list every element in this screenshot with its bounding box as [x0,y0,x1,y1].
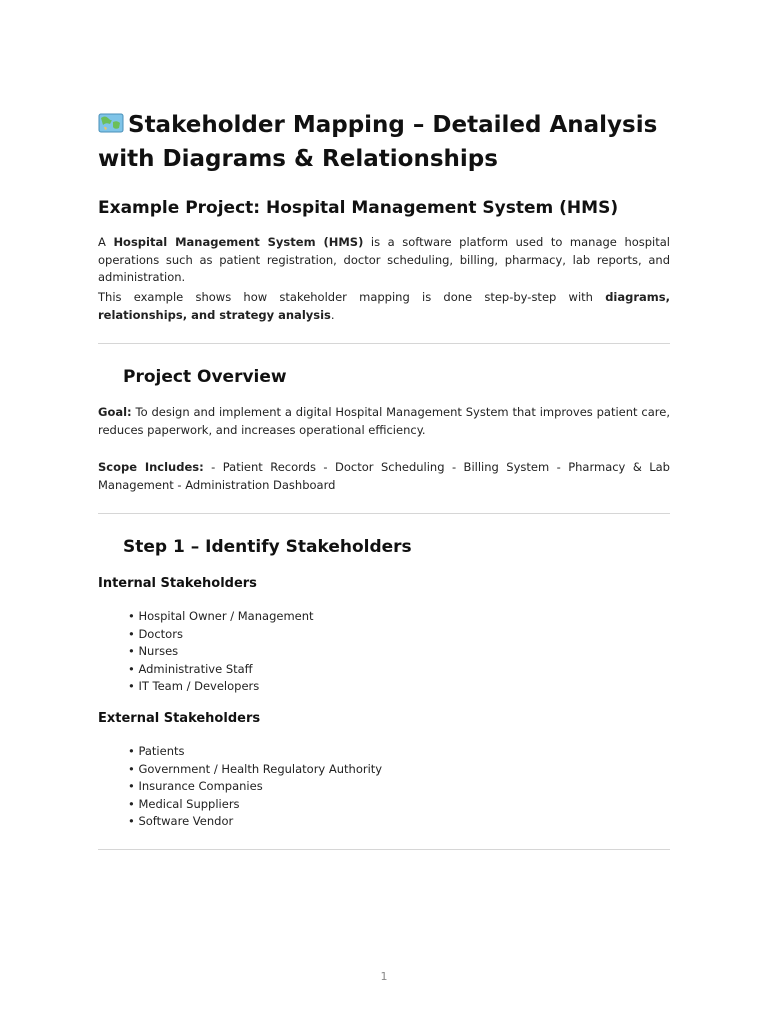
external-stakeholders-list [128,743,382,831]
external-stakeholders-heading: External Stakeholders [98,711,261,726]
list-item: • Patients [128,743,382,761]
list-item: • Administrative Staff [128,661,314,679]
list-item: • Hospital Owner / Management [128,608,314,626]
example-paragraph: This example shows how stakeholder mapping is done step-by-step with diagrams, relationships, and strategy analysis. [98,290,670,322]
list-item: • Doctors [128,626,314,644]
scope-paragraph: Scope Includes: - Patient Records - Doctor Scheduling - Billing System - Pharmacy & Lab Management - Administration Dashboard [98,460,670,492]
internal-stakeholders-list [128,608,314,696]
project-overview-heading: Project Overview [123,367,287,387]
internal-stakeholders-heading: Internal Stakeholders [98,576,257,591]
divider [98,513,670,514]
world-map-icon [98,110,124,132]
goal-paragraph: Goal: To design and implement a digital Hospital Management System that improves patient care, reduces paperwork, and increases operational efficiency. [98,405,670,437]
list-item: • Medical Suppliers [128,796,382,814]
list-item: • IT Team / Developers [128,678,314,696]
document-title [98,108,670,176]
divider [98,849,670,850]
intro-paragraph: A Hospital Management System (HMS) is a software platform used to manage hospital operations such as patient registration, doctor scheduling, billing, pharmacy, lab reports, and administration. [98,235,671,284]
page-number: 1 [380,970,388,983]
step1-heading: Step 1 – Identify Stakeholders [123,537,412,557]
list-item: • Software Vendor [128,813,382,831]
list-item: • Insurance Companies [128,778,382,796]
document-title-text: Stakeholder Mapping – Detailed Analysis with Diagrams & Relationships [98,112,658,172]
divider [98,343,670,344]
list-item: • Government / Health Regulatory Authority [128,761,382,779]
list-item: • Nurses [128,643,314,661]
project-heading: Example Project: Hospital Management System (HMS) [98,198,619,218]
